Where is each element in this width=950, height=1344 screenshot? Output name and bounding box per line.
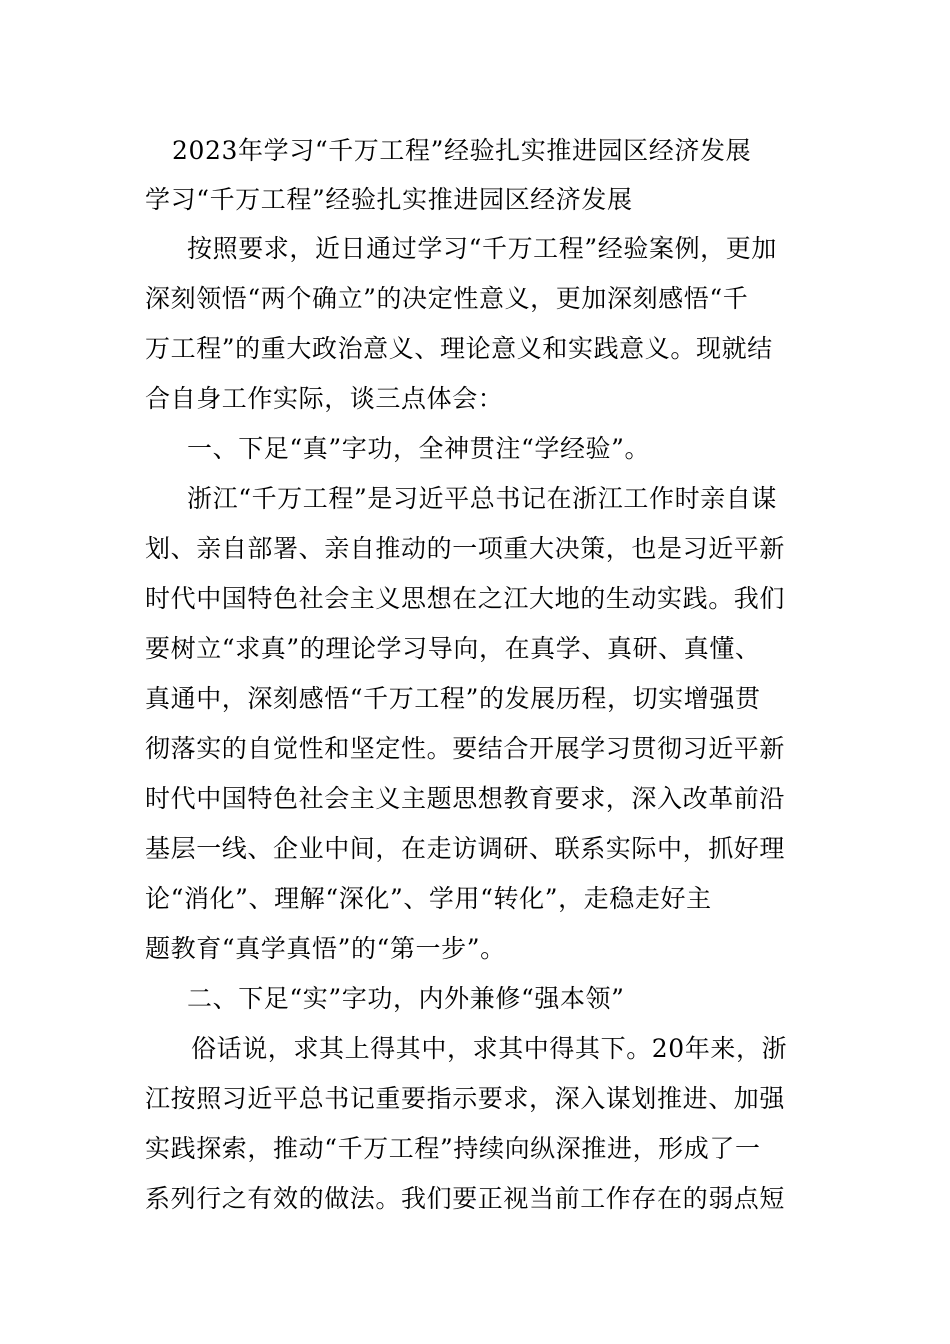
- paragraph-line: 实践探索，推动“千万工程”持续向纵深推进，形成了一: [145, 1134, 761, 1163]
- paragraph-line: 划、亲自部署、亲自推动的一项重大决策，也是习近平新: [145, 534, 786, 563]
- section-heading: 二、下足“实”字功，内外兼修“强本领”: [187, 984, 625, 1013]
- paragraph-line: 基层一线、企业中间，在走访调研、联系实际中，抓好理: [145, 834, 786, 863]
- paragraph-line: 时代中国特色社会主义主题思想教育要求，深入改革前沿: [145, 784, 786, 813]
- paragraph-line: 时代中国特色社会主义思想在之江大地的生动实践。我们: [145, 584, 786, 613]
- paragraph-line: 题教育“真学真悟”的“第一步”。: [145, 934, 506, 963]
- paragraph-line: 江按照习近平总书记重要指示要求，深入谋划推进、加强: [145, 1084, 786, 1113]
- paragraph-line: 合自身工作实际，谈三点体会：: [145, 384, 504, 413]
- paragraph-line: 论“消化”、理解“深化”、学用“转化”，走稳走好主: [145, 884, 712, 913]
- document-subtitle: 学习“千万工程”经验扎实推进园区经济发展: [145, 185, 633, 214]
- paragraph-line: 要树立“求真”的理论学习导向，在真学、真研、真懂、: [145, 634, 761, 663]
- paragraph-line: 浙江“千万工程”是习近平总书记在浙江工作时亲自谋: [187, 484, 777, 513]
- section-heading: 一、下足“真”字功，全神贯注“学经验”。: [187, 434, 651, 463]
- paragraph-line: 俗话说，求其上得其中，求其中得其下。20年来，浙: [191, 1034, 788, 1063]
- body-text: [145, 224, 810, 1224]
- paragraph-line: 系列行之有效的做法。我们要正视当前工作存在的弱点短: [145, 1184, 786, 1213]
- paragraph-line: 万工程”的重大政治意义、理论意义和实践意义。现就结: [145, 334, 773, 363]
- paragraph-line: 按照要求，近日通过学习“千万工程”经验案例，更加: [187, 234, 777, 263]
- paragraph-line: 深刻领悟“两个确立”的决定性意义，更加深刻感悟“千: [145, 284, 749, 313]
- document-title: 2023年学习“千万工程”经验扎实推进园区经济发展: [172, 136, 752, 165]
- paragraph-line: 真通中，深刻感悟“千万工程”的发展历程，切实增强贯: [145, 684, 761, 713]
- paragraph-line: 彻落实的自觉性和坚定性。要结合开展学习贯彻习近平新: [145, 734, 786, 763]
